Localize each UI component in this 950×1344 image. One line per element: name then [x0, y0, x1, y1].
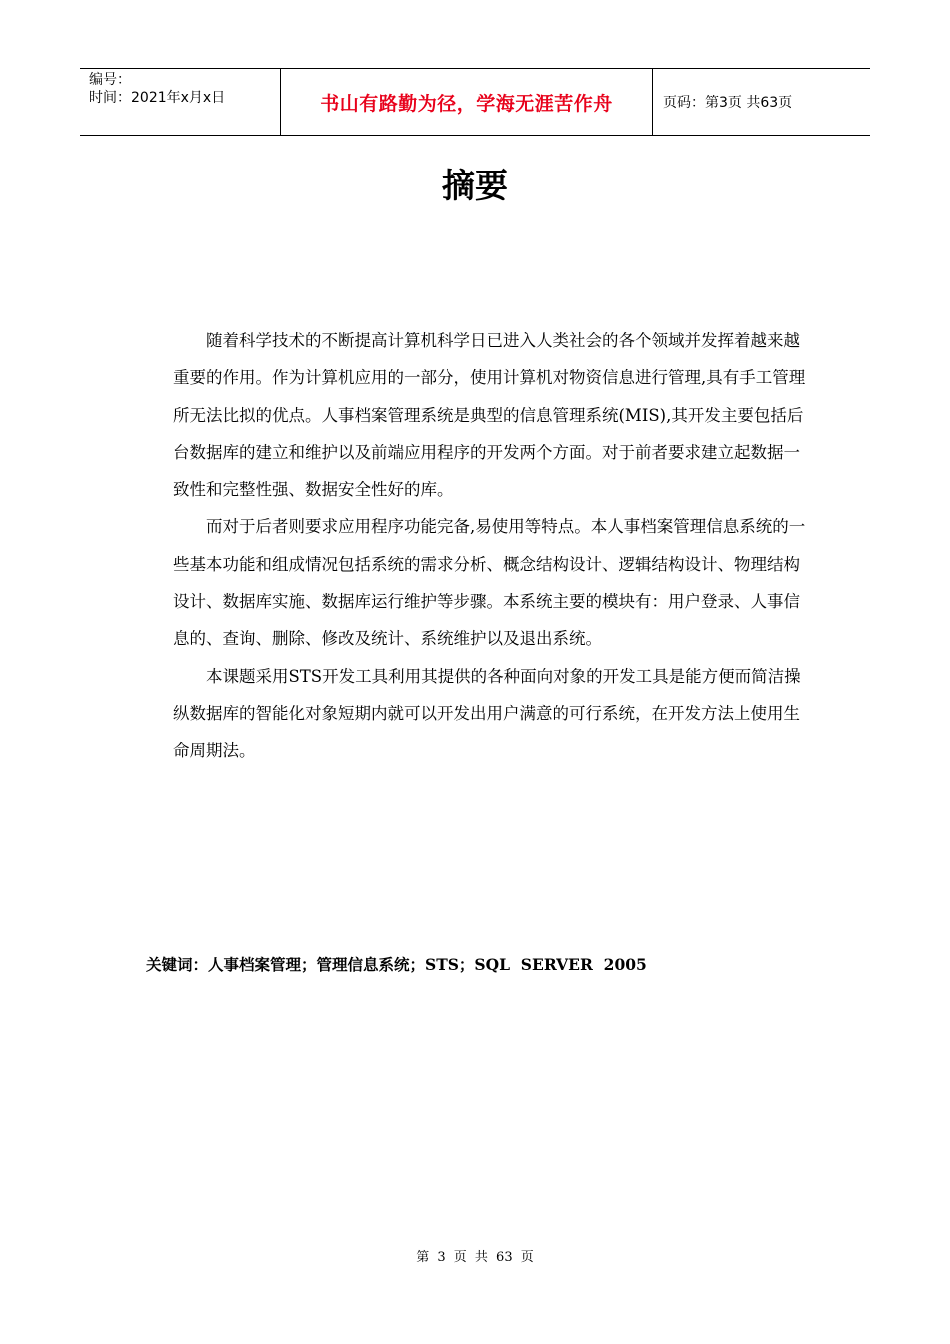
header-motto: 书山有路勤为径，学海无涯苦作舟 — [281, 69, 653, 135]
abstract-paragraph: 随着科学技术的不断提高计算机科学日已进入人类社会的各个领域并发挥着越来越重要的作用。作为计算机应用的一部分，使用计算机对物资信息进行管理,具有手工管理所无法比拟的优点。人事档案管理系统是典型的信息管理系统(MIS),其开发主要包括后台数据库的建立和维护以及前端应用程序的开发两个方面。对于前者要求建立起数据一致性和完整性强、数据安全性好的库。 — [173, 331, 806, 500]
abstract-paragraph: 而对于后者则要求应用程序功能完备,易使用等特点。本人事档案管理信息系统的一些基本功能和组成情况包括系统的需求分析、概念结构设计、逻辑结构设计、物理结构设计、数据库实施、数据库运行维护等步骤。本系统主要的模块有：用户登录、人事信息的、查询、删除、修改及统计、系统维护以及退出系统。 — [173, 517, 806, 649]
page-title: 摘要 — [442, 166, 508, 205]
header-meta-cell — [80, 69, 281, 135]
page-footer: 第 3 页 共 63 页 — [416, 1250, 534, 1265]
abstract-body — [173, 322, 813, 770]
header-page-info: 页码：第3页 共63页 — [663, 95, 793, 111]
abstract-paragraph: 本课题采用STS开发工具利用其提供的各种面向对象的开发工具是能方便而简洁操纵数据库的智能化对象短期内就可以开发出用户满意的可行系统，在开发方法上使用生命周期法。 — [173, 666, 801, 761]
header-table — [80, 68, 870, 136]
document-number-label: 编号： — [89, 72, 131, 88]
document-time-label: 时间：2021年x月x日 — [89, 90, 226, 106]
keywords-line: 关键词：人事档案管理；管理信息系统；STS；SQL SERVER 2005 — [146, 955, 647, 974]
